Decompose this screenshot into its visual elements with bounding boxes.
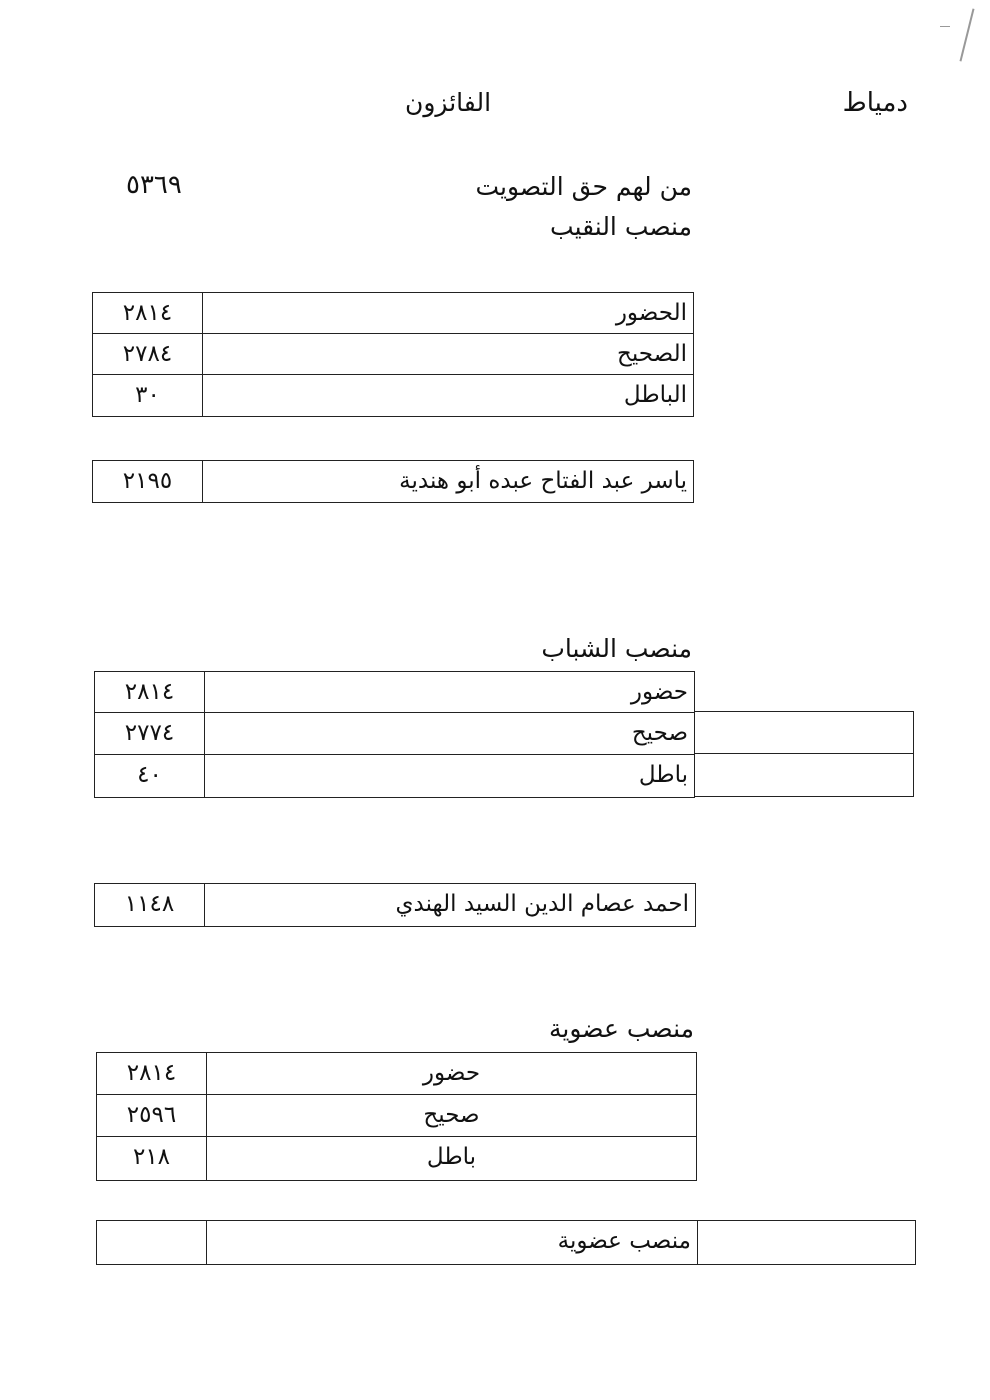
- naqib-row-valid-label: الصحيح: [202, 333, 694, 375]
- membership-heading: منصب عضوية: [549, 1014, 694, 1043]
- naqib-heading: منصب النقيب: [550, 212, 692, 241]
- pen-mark-dash: [940, 26, 950, 27]
- youth-winner-votes: ١١٤٨: [94, 883, 205, 927]
- membership-row-attendance-value: ٢٨١٤: [96, 1052, 207, 1095]
- youth-heading: منصب الشباب: [541, 634, 692, 663]
- membership-footer-empty-cell: [96, 1220, 207, 1265]
- youth-winner-name: احمد عصام الدين السيد الهندي: [204, 883, 696, 927]
- youth-extra-cell-2: [694, 753, 914, 797]
- youth-row-attendance-label: حضور: [204, 671, 695, 713]
- youth-row-attendance-value: ٢٨١٤: [94, 671, 205, 713]
- youth-row-valid-label: صحيح: [204, 712, 695, 755]
- membership-footer-extra-cell: [697, 1220, 916, 1265]
- membership-row-invalid-label: باطل: [206, 1136, 697, 1181]
- naqib-row-attendance-label: الحضور: [202, 292, 694, 334]
- membership-footer-label: منصب عضوية: [206, 1220, 698, 1265]
- membership-row-invalid-value: ٢١٨: [96, 1136, 207, 1181]
- membership-row-attendance-label: حضور: [206, 1052, 697, 1095]
- pen-mark: [959, 9, 974, 62]
- youth-row-valid-value: ٢٧٧٤: [94, 712, 205, 755]
- governorate-name: دمياط: [842, 88, 908, 118]
- youth-row-invalid-label: باطل: [204, 754, 695, 798]
- eligible-label: من لهم حق التصويت: [475, 172, 692, 201]
- youth-extra-cell-1: [694, 711, 914, 754]
- naqib-row-invalid-label: الباطل: [202, 374, 694, 417]
- eligible-count: ٥٣٦٩: [126, 170, 182, 200]
- membership-row-valid-value: ٢٥٩٦: [96, 1094, 207, 1137]
- page-title: الفائزون: [405, 88, 492, 117]
- naqib-winner-votes: ٢١٩٥: [92, 460, 203, 503]
- youth-row-invalid-value: ٤٠: [94, 754, 205, 798]
- naqib-winner-name: ياسر عبد الفتاح عبده أبو هندية: [202, 460, 694, 503]
- naqib-row-attendance-value: ٢٨١٤: [92, 292, 203, 334]
- naqib-row-valid-value: ٢٧٨٤: [92, 333, 203, 375]
- membership-row-valid-label: صحيح: [206, 1094, 697, 1137]
- naqib-row-invalid-value: ٣٠: [92, 374, 203, 417]
